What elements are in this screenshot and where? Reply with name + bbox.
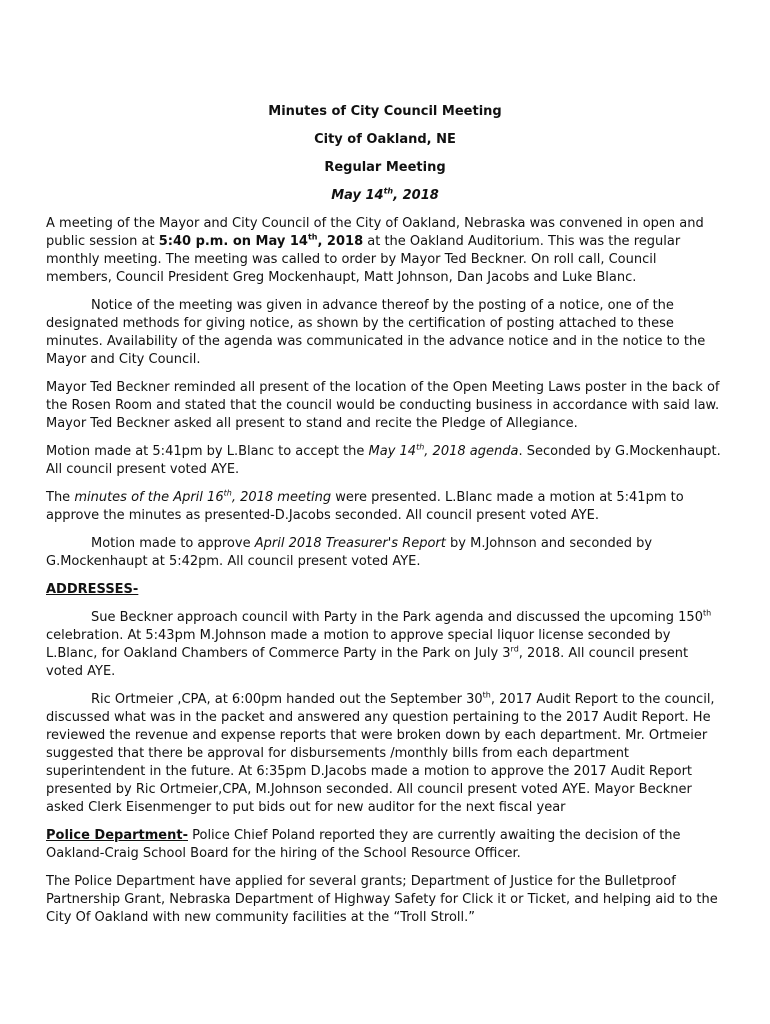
paragraph-convened [46, 215, 724, 287]
paragraph-text: celebration. At 5:43pm M.Johnson made a motion to approve special liquor license seconded by L.Blanc, for Oakland Chambers of Commerce Party in the Park on July 3 [46, 628, 671, 661]
paragraph-notice: Notice of the meeting was given in advance thereof by the posting of a notice, one of the designated methods for giving notice, as shown by the certification of posting attached to these minutes. Availability of the agenda was communicated in the advance notice and in the notice to the Mayor and City Council. [46, 298, 706, 367]
paragraph-text: A meeting of the Mayor and City Council of the City of Oakland, Nebraska was convened in open and public session at [46, 216, 704, 249]
superscript: th [482, 690, 491, 700]
paragraph-text: , 2017 Audit Report to the council, discussed what was in the packet and answered any question pertaining to the 2017 Audit Report. He reviewed the revenue and expense reports that were broken down by each department. Mr. Ortmeier suggested that there be approval for disbursements /monthly bills from each department superintendent in the future. At 6:35pm D.Jacobs made a motion to approve the 2017 Audit Report presented by Ric Ortmeier,CPA, M.Johnson seconded. All council present voted AYE. Mayor Beckner asked Clerk Eisenmenger to put bids out for new auditor for the next fiscal year [46, 692, 715, 815]
italic-text: , 2018 agenda [424, 444, 519, 459]
paragraph-police-grants: The Police Department have applied for several grants; Department of Justice for the Bulletproof Partnership Grant, Nebraska Department of Highway Safety for Click it or Ticket, and helping aid to the City Of Oakland with new community facilities at the “Troll Stroll.” [46, 874, 718, 925]
paragraph-police-department [46, 827, 724, 863]
addresses-heading-text: ADDRESSES- [46, 582, 139, 597]
paragraph-text: Police Chief Poland reported they are currently awaiting the decision of the Oakland-Craig School Board for the hiring of the School Resource Officer. [46, 828, 681, 861]
paragraph-text: by M.Johnson and seconded by G.Mockenhaupt at 5:42pm. All council present voted AYE. [46, 536, 653, 569]
meeting-time-text: 5:40 p.m. on May 14 [158, 234, 308, 249]
paragraph-agenda-motion [46, 443, 724, 479]
meeting-time-year: , 2018 [317, 234, 364, 249]
italic-text: , 2018 meeting [231, 490, 332, 505]
police-department-heading: Police Department [46, 828, 183, 843]
paragraph-text: at the Oakland Auditorium. This was the regular monthly meeting. The meeting was called to order by Mayor Ted Beckner. On roll call, Council members, Council President Greg Mockenhaupt, Matt Johnson, Dan Jacobs and Luke Blanc. [46, 234, 681, 285]
paragraph-open-meeting-laws: Mayor Ted Beckner reminded all present of the location of the Open Meeting Laws poster in the back of the Rosen Room and stated that the council would be conducting business in accordance with said law. Mayor Ted Beckner asked all present to stand and recite the Pledge of Allegiance. [46, 380, 720, 431]
superscript: th [223, 488, 232, 498]
paragraph-text: Motion made to approve [91, 536, 255, 551]
paragraph-treasurer-report [46, 535, 724, 571]
paragraph-audit-report [46, 691, 724, 817]
meeting-type: Regular Meeting [324, 160, 446, 175]
meeting-time [159, 234, 363, 249]
paragraph-text: Sue Beckner approach council with Party in the Park agenda and discussed the upcoming 150 [91, 610, 703, 625]
paragraph-text: Motion made at 5:41pm by L.Blanc to accept the [46, 444, 369, 459]
paragraph-text: Ric Ortmeier ,CPA, at 6:00pm handed out the September 30 [91, 692, 483, 707]
paragraph-minutes-approval [46, 489, 724, 525]
meeting-date [46, 187, 724, 205]
meeting-date-month-day: May 14 [331, 188, 384, 203]
paragraph-text: . Seconded by G.Mockenhaupt. All council present voted AYE. [46, 444, 721, 477]
paragraph-text: were presented. L.Blanc made a motion at 5:41pm to approve the minutes as presented-D.Jacobs seconded. All council present voted AYE. [46, 490, 684, 523]
superscript: th [416, 442, 425, 452]
superscript: rd [510, 644, 519, 654]
paragraph-text: , 2018. All council present voted AYE. [46, 646, 689, 679]
document-title: Minutes of City Council Meeting [268, 104, 502, 119]
meeting-date-suffix: th [383, 186, 394, 196]
superscript: th [702, 608, 712, 618]
police-department-dash: - [182, 828, 188, 843]
italic-text: April 2018 Treasurer's Report [254, 536, 446, 551]
paragraph-party-in-the-park [46, 609, 724, 681]
meeting-date-year: , 2018 [393, 188, 439, 203]
italic-text: May 14 [368, 444, 417, 459]
city-name: City of Oakland, NE [314, 132, 456, 147]
italic-text: minutes of the April 16 [74, 490, 224, 505]
addresses-heading [46, 581, 724, 599]
superscript: th [307, 232, 318, 242]
paragraph-text: The [46, 490, 75, 505]
